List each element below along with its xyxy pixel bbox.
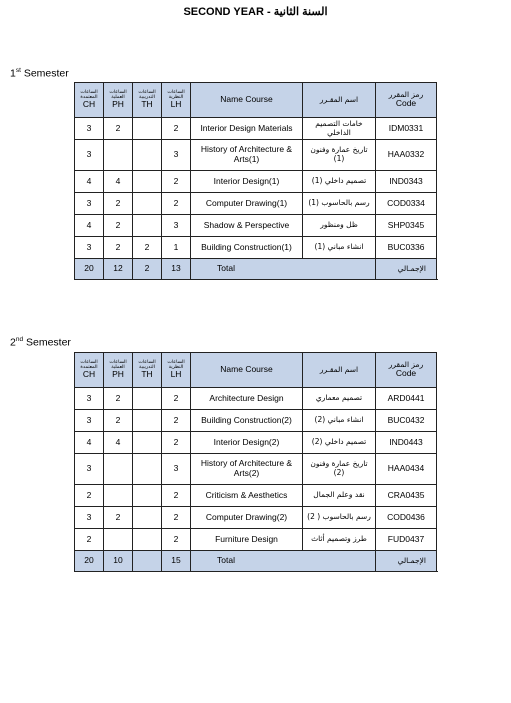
cell-ch: 3	[75, 140, 104, 171]
table-row	[75, 432, 437, 454]
header-ph-arabic: الساعات العملية	[109, 360, 127, 371]
page-title: SECOND YEAR - السنة الثانية	[183, 6, 328, 18]
semester-1-body	[75, 83, 437, 280]
cell-course-code: FUD0437	[376, 529, 437, 551]
cell-lh: 3	[162, 454, 191, 485]
cell-ph: 2	[104, 215, 133, 237]
cell-ch: 3	[75, 454, 104, 485]
cell-course-name-arabic: تاريخ عمارة وفنون (2)	[303, 454, 376, 485]
cell-course-name: Building Construction(1)	[191, 237, 303, 259]
semester-number: 2	[10, 336, 16, 349]
header-code	[376, 353, 437, 388]
header-ph-abbr: PH	[112, 369, 124, 380]
cell-course-name-arabic: تصميم داخلي (1)	[303, 171, 376, 193]
cell-course-name: Interior Design(1)	[191, 171, 303, 193]
table-row	[75, 454, 437, 485]
semester-ordinal-suffix: st	[15, 67, 21, 74]
cell-ph	[104, 485, 133, 507]
total-lh: 15	[162, 551, 191, 572]
cell-ch: 3	[75, 237, 104, 259]
cell-ph: 4	[104, 171, 133, 193]
cell-th	[133, 410, 162, 432]
cell-th	[133, 140, 162, 171]
cell-ph	[104, 454, 133, 485]
header-name-course: Name Course	[191, 83, 303, 118]
cell-lh: 2	[162, 529, 191, 551]
cell-course-name: History of Architecture & Arts(2)	[191, 454, 303, 485]
cell-ph: 2	[104, 237, 133, 259]
header-ph	[104, 83, 133, 118]
cell-ph: 2	[104, 410, 133, 432]
cell-course-code: IND0343	[376, 171, 437, 193]
header-th	[133, 353, 162, 388]
header-th-arabic: الساعات التدريبية	[138, 360, 156, 371]
cell-ph	[104, 140, 133, 171]
cell-course-code: BUC0432	[376, 410, 437, 432]
header-ch-abbr: CH	[82, 369, 96, 380]
header-th-abbr: TH	[141, 369, 153, 380]
cell-lh: 2	[162, 410, 191, 432]
cell-th	[133, 118, 162, 140]
header-lh-abbr: LH	[170, 369, 182, 380]
cell-th	[133, 529, 162, 551]
cell-ch: 3	[75, 507, 104, 529]
cell-ph: 4	[104, 432, 133, 454]
cell-course-name: Computer Drawing(1)	[191, 193, 303, 215]
cell-ch: 2	[75, 529, 104, 551]
semester-1-table	[74, 82, 437, 280]
cell-ch: 4	[75, 215, 104, 237]
header-name-arabic: اسم المقـرر	[303, 353, 376, 388]
semester-2-heading	[10, 336, 71, 349]
table-row	[75, 237, 437, 259]
semester-2-table	[74, 352, 437, 572]
table-row	[75, 388, 437, 410]
header-th-arabic: الساعات التدريبية	[138, 90, 156, 101]
cell-ch: 4	[75, 171, 104, 193]
table-row	[75, 171, 437, 193]
cell-ch: 2	[75, 485, 104, 507]
cell-course-name: Computer Drawing(2)	[191, 507, 303, 529]
cell-course-code: COD0436	[376, 507, 437, 529]
cell-lh: 2	[162, 507, 191, 529]
cell-course-name: Furniture Design	[191, 529, 303, 551]
total-label: Total	[191, 259, 376, 280]
cell-th	[133, 388, 162, 410]
header-ch-arabic: الساعات المعتمدة	[80, 90, 98, 101]
cell-lh: 3	[162, 140, 191, 171]
header-code-arabic: رمز المقرر	[388, 89, 424, 99]
cell-lh: 2	[162, 193, 191, 215]
total-lh: 13	[162, 259, 191, 280]
cell-lh: 2	[162, 388, 191, 410]
cell-course-name: Building Construction(2)	[191, 410, 303, 432]
header-lh-arabic: الساعات النظرية	[167, 360, 185, 371]
total-ph: 12	[104, 259, 133, 280]
cell-course-code: HAA0332	[376, 140, 437, 171]
cell-lh: 1	[162, 237, 191, 259]
cell-course-name-arabic: خامات التصميم الداخلي	[303, 118, 376, 140]
header-th-abbr: TH	[141, 99, 153, 110]
cell-course-code: IND0443	[376, 432, 437, 454]
semester-1-heading	[10, 67, 69, 80]
cell-lh: 2	[162, 432, 191, 454]
cell-course-code: COD0334	[376, 193, 437, 215]
cell-ch: 4	[75, 432, 104, 454]
cell-ch: 3	[75, 118, 104, 140]
cell-ch: 3	[75, 193, 104, 215]
header-ph	[104, 353, 133, 388]
total-label: Total	[191, 551, 376, 572]
header-ph-abbr: PH	[112, 99, 124, 110]
cell-course-name-arabic: انشاء مباني (1)	[303, 237, 376, 259]
cell-course-name-arabic: انشاء مباني (2)	[303, 410, 376, 432]
header-lh	[162, 353, 191, 388]
table-row	[75, 215, 437, 237]
header-ch-arabic: الساعات المعتمدة	[80, 360, 98, 371]
cell-course-code: HAA0434	[376, 454, 437, 485]
cell-course-name: Criticism & Aesthetics	[191, 485, 303, 507]
cell-course-name: Architecture Design	[191, 388, 303, 410]
cell-course-name-arabic: تاريخ عمارة وفنون (1)	[303, 140, 376, 171]
semester-2-body	[75, 353, 437, 572]
total-ch: 20	[75, 259, 104, 280]
semester-ordinal-suffix: nd	[15, 336, 24, 343]
cell-course-name-arabic: ظل ومنظور	[303, 215, 376, 237]
total-row	[75, 259, 437, 280]
table-row	[75, 529, 437, 551]
total-label-arabic: الإجمـالي	[376, 551, 437, 572]
cell-course-name-arabic: تصميم داخلي (2)	[303, 432, 376, 454]
cell-ch: 3	[75, 410, 104, 432]
cell-course-name-arabic: نقد وعلم الجمال	[303, 485, 376, 507]
total-ph: 10	[104, 551, 133, 572]
header-lh-arabic: الساعات النظرية	[167, 90, 185, 101]
header-row	[75, 353, 437, 388]
cell-lh: 2	[162, 118, 191, 140]
cell-course-code: IDM0331	[376, 118, 437, 140]
header-ch	[75, 83, 104, 118]
header-ch-abbr: CH	[82, 99, 96, 110]
header-lh-abbr: LH	[170, 99, 182, 110]
semester-label: Semester	[26, 336, 71, 349]
header-name-course: Name Course	[191, 353, 303, 388]
total-row	[75, 551, 437, 572]
total-label-arabic: الإجمـالي	[376, 259, 437, 280]
header-ch	[75, 353, 104, 388]
table-row	[75, 118, 437, 140]
header-code	[376, 83, 437, 118]
table-row	[75, 507, 437, 529]
cell-course-name-arabic: رسم بالحاسوب ( 2)	[303, 507, 376, 529]
header-code-label: Code	[395, 98, 417, 109]
cell-ch: 3	[75, 388, 104, 410]
cell-lh: 3	[162, 215, 191, 237]
cell-th: 2	[133, 237, 162, 259]
semester-number: 1	[10, 67, 16, 80]
cell-course-code: CRA0435	[376, 485, 437, 507]
table-row	[75, 485, 437, 507]
cell-ph: 2	[104, 118, 133, 140]
total-th	[133, 551, 162, 572]
header-ph-arabic: الساعات العملية	[109, 90, 127, 101]
cell-th	[133, 432, 162, 454]
cell-course-code: BUC0336	[376, 237, 437, 259]
cell-course-name: History of Architecture & Arts(1)	[191, 140, 303, 171]
total-th: 2	[133, 259, 162, 280]
cell-ph: 2	[104, 507, 133, 529]
table-row	[75, 140, 437, 171]
header-code-label: Code	[395, 368, 417, 379]
cell-th	[133, 485, 162, 507]
cell-course-name-arabic: رسم بالحاسوب (1)	[303, 193, 376, 215]
cell-ph: 2	[104, 388, 133, 410]
cell-th	[133, 507, 162, 529]
header-name-arabic: اسم المقـرر	[303, 83, 376, 118]
cell-course-code: ARD0441	[376, 388, 437, 410]
table-row	[75, 193, 437, 215]
cell-lh: 2	[162, 485, 191, 507]
cell-th	[133, 215, 162, 237]
table-row	[75, 410, 437, 432]
total-ch: 20	[75, 551, 104, 572]
semester-label: Semester	[23, 67, 69, 80]
header-code-arabic: رمز المقرر	[388, 359, 424, 369]
header-th	[133, 83, 162, 118]
cell-th	[133, 171, 162, 193]
cell-lh: 2	[162, 171, 191, 193]
header-row	[75, 83, 437, 118]
cell-course-code: SHP0345	[376, 215, 437, 237]
cell-course-name-arabic: طرز وتصميم أثاث	[303, 529, 376, 551]
cell-course-name-arabic: تصميم معماري	[303, 388, 376, 410]
cell-ph: 2	[104, 193, 133, 215]
cell-ph	[104, 529, 133, 551]
cell-course-name: Interior Design Materials	[191, 118, 303, 140]
cell-th	[133, 193, 162, 215]
cell-course-name: Shadow & Perspective	[191, 215, 303, 237]
cell-course-name: Interior Design(2)	[191, 432, 303, 454]
cell-th	[133, 454, 162, 485]
header-lh	[162, 83, 191, 118]
